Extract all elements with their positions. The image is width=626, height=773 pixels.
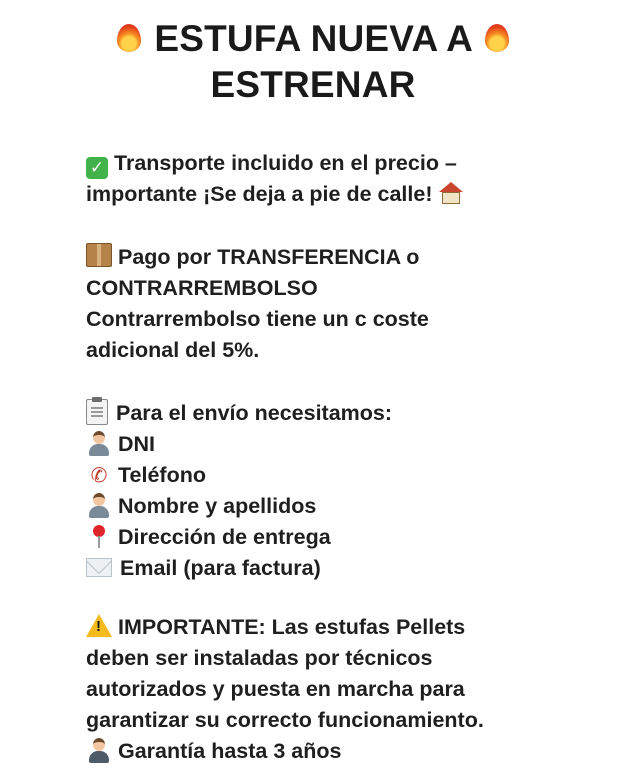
payment-line-1: Pago por TRANSFERENCIA o	[118, 245, 420, 269]
phone-icon: ✆	[90, 465, 108, 487]
technician-icon	[86, 737, 112, 763]
check-mark-icon: ✓	[86, 157, 108, 179]
shipping-item-label: Nombre y apellidos	[118, 494, 317, 518]
person-icon	[86, 492, 112, 518]
shipping-item	[86, 429, 616, 460]
page-title	[0, 16, 626, 108]
shipping-item	[86, 553, 616, 584]
clipboard-icon	[86, 399, 108, 425]
shipping-item-label: DNI	[118, 432, 156, 456]
transport-section	[86, 148, 616, 210]
shipping-section	[86, 398, 616, 584]
shipping-item-label: Dirección de entrega	[118, 525, 331, 549]
transport-line-2: importante ¡Se deja a pie de calle!	[86, 182, 433, 206]
payment-line-2: CONTRARREMBOLSO	[86, 276, 318, 300]
package-icon	[86, 243, 112, 267]
important-line-3: autorizados y puesta en marcha para	[86, 677, 465, 701]
payment-line-4: adicional del 5%.	[86, 338, 260, 362]
person-icon	[86, 430, 112, 456]
important-line-4: garantizar su correcto funcionamiento.	[86, 708, 484, 732]
house-icon	[439, 182, 463, 204]
warning-icon: !	[86, 614, 112, 637]
shipping-item-label: Teléfono	[118, 463, 206, 487]
important-section	[86, 612, 616, 767]
important-line-1: IMPORTANTE: Las estufas Pellets	[118, 615, 466, 639]
pin-icon	[86, 523, 112, 549]
payment-section	[86, 242, 616, 366]
shipping-item	[86, 522, 616, 553]
transport-line-1: Transporte incluido en el precio –	[114, 151, 457, 175]
shipping-item-label: Email (para factura)	[120, 556, 321, 580]
title-text-1: ESTUFA NUEVA A	[154, 18, 472, 59]
important-line-2: deben ser instaladas por técnicos	[86, 646, 433, 670]
fire-icon	[482, 20, 512, 54]
warranty-text: Garantía hasta 3 años	[118, 739, 342, 763]
shipping-item	[86, 491, 616, 522]
shipping-item	[86, 460, 616, 491]
title-line-1	[0, 16, 626, 62]
envelope-icon	[86, 558, 112, 577]
payment-line-3: Contrarrembolso tiene un c coste	[86, 307, 429, 331]
shipping-heading: Para el envío necesitamos:	[116, 401, 393, 425]
fire-icon	[114, 20, 144, 54]
title-text-2: ESTRENAR	[210, 64, 416, 105]
